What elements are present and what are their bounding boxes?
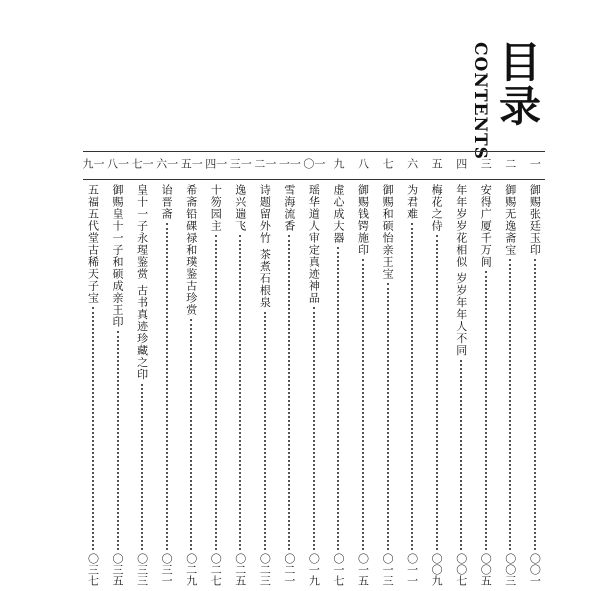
toc-entry[interactable] xyxy=(526,154,544,586)
toc-entry[interactable] xyxy=(154,154,179,586)
dot-leader xyxy=(117,331,119,550)
toc-entry[interactable] xyxy=(203,154,228,586)
entry-page-number: 〇三五 xyxy=(111,553,125,586)
entry-body xyxy=(256,184,274,586)
entry-page-number: 〇三七 xyxy=(86,553,100,586)
entry-body xyxy=(477,184,495,586)
entry-number: 一三 xyxy=(228,158,253,172)
entry-body xyxy=(379,184,397,586)
toc-entry[interactable] xyxy=(252,154,277,586)
toc-entry[interactable] xyxy=(228,154,253,586)
entry-title[interactable]: 诒晋斋 xyxy=(160,184,174,220)
entry-number: 九 xyxy=(331,158,345,172)
dot-leader xyxy=(460,360,462,551)
entry-title[interactable]: 逸兴遄飞 xyxy=(233,184,247,232)
toc-entry[interactable] xyxy=(403,154,421,586)
entry-page-number: 〇二三 xyxy=(258,553,272,586)
entry-body xyxy=(231,184,249,586)
entry-title[interactable]: 御赐和硕怡亲王宝 xyxy=(381,184,395,280)
entry-number: 六 xyxy=(405,158,419,172)
entry-title[interactable]: 年年岁岁花相似 岁岁年年人不同 xyxy=(454,184,468,357)
dot-leader xyxy=(239,235,241,550)
entry-title[interactable]: 希斋铅䂺禄和璞鉴古珍赏 xyxy=(184,184,198,316)
entry-body xyxy=(403,184,421,586)
entry-title[interactable]: 瑶华道人审定真迹神品 xyxy=(307,184,321,304)
entry-page-number: 〇三一 xyxy=(160,553,174,586)
toc-entry[interactable] xyxy=(301,154,326,586)
dot-leader xyxy=(141,384,143,551)
entry-number: 三 xyxy=(479,158,493,172)
entry-number: 一〇 xyxy=(301,158,326,172)
entry-number: 八 xyxy=(356,158,370,172)
toc-list xyxy=(81,154,544,586)
entry-page-number: 〇〇七 xyxy=(454,553,468,586)
dot-leader xyxy=(337,247,339,550)
dot-leader xyxy=(362,259,364,550)
dot-leader xyxy=(215,235,217,550)
entry-title[interactable]: 御赐钱锷施印 xyxy=(356,184,370,256)
toc-entry[interactable] xyxy=(81,154,105,586)
dot-leader xyxy=(436,235,438,550)
entry-page-number: 〇〇一 xyxy=(528,553,542,586)
entry-body xyxy=(452,184,470,586)
dot-leader xyxy=(264,312,266,551)
entry-body xyxy=(207,184,225,586)
dot-leader xyxy=(387,283,389,550)
entry-page-number: 〇三三 xyxy=(135,553,149,586)
dot-leader xyxy=(313,307,315,550)
entry-body xyxy=(84,184,102,586)
entry-number: 五 xyxy=(430,158,444,172)
entry-body xyxy=(109,184,127,586)
dot-leader xyxy=(166,223,168,550)
top-rule xyxy=(83,151,545,152)
page-title: 目录 xyxy=(493,40,542,128)
toc-entry[interactable] xyxy=(277,154,302,586)
entry-number: 一五 xyxy=(179,158,204,172)
toc-entry[interactable] xyxy=(501,154,519,586)
entry-page-number: 〇二五 xyxy=(233,553,247,586)
dot-leader xyxy=(411,223,413,550)
entry-title[interactable]: 御赐皇十一子和硕成亲王印 xyxy=(111,184,125,328)
dot-leader xyxy=(485,271,487,550)
dot-leader xyxy=(509,259,511,550)
entry-page-number: 〇一三 xyxy=(381,553,395,586)
entry-body xyxy=(280,184,298,586)
entry-page-number: 〇〇三 xyxy=(503,553,517,586)
entry-body xyxy=(305,184,323,586)
entry-number: 一八 xyxy=(105,158,130,172)
entry-title[interactable]: 安得广厦千万间 xyxy=(479,184,493,268)
entry-title[interactable]: 御赐张廷玉印 xyxy=(528,184,542,256)
entry-body xyxy=(428,184,446,586)
entry-number: 一九 xyxy=(81,158,105,172)
entry-number: 七 xyxy=(381,158,395,172)
entry-title[interactable]: 为君难 xyxy=(405,184,419,220)
toc-entry[interactable] xyxy=(130,154,155,586)
toc-entry[interactable] xyxy=(105,154,130,586)
entry-body xyxy=(329,184,347,586)
entry-page-number: 〇二七 xyxy=(209,553,223,586)
entry-page-number: 〇〇五 xyxy=(479,553,493,586)
entry-title[interactable]: 御赐无逸斋宝 xyxy=(503,184,517,256)
entry-body xyxy=(501,184,519,586)
entry-title[interactable]: 皇十一子永瑆鉴赏 古书真迹珍藏之印 xyxy=(135,184,149,381)
toc-entry[interactable] xyxy=(329,154,347,586)
page-subtitle: CONTENTS xyxy=(470,42,490,160)
dot-leader xyxy=(534,259,536,550)
entry-number: 二 xyxy=(503,158,517,172)
entry-body xyxy=(354,184,372,586)
entry-page-number: 〇一一 xyxy=(405,553,419,586)
entry-page-number: 〇一七 xyxy=(331,553,345,586)
toc-entry[interactable] xyxy=(428,154,446,586)
entry-title[interactable]: 五福五代堂古稀天子宝 xyxy=(86,184,100,304)
toc-entry[interactable] xyxy=(354,154,372,586)
entry-body xyxy=(158,184,176,586)
entry-page-number: 〇一九 xyxy=(307,553,321,586)
entry-title[interactable]: 梅花之侍 xyxy=(430,184,444,232)
entry-number: 一二 xyxy=(252,158,277,172)
entry-number: 一四 xyxy=(203,158,228,172)
entry-title[interactable]: 十笏园主 xyxy=(209,184,223,232)
entry-title[interactable]: 雪海流香 xyxy=(282,184,296,232)
toc-heading xyxy=(470,40,542,160)
entry-page-number: 〇一五 xyxy=(356,553,370,586)
entry-body xyxy=(133,184,151,586)
toc-entry[interactable] xyxy=(452,154,470,586)
entry-page-number: 〇〇九 xyxy=(430,553,444,586)
toc-entry[interactable] xyxy=(477,154,495,586)
dot-leader xyxy=(92,307,94,550)
entry-title[interactable]: 虚心成大器 xyxy=(331,184,345,244)
entry-number: 一一 xyxy=(277,158,302,172)
dot-leader xyxy=(190,319,192,550)
entry-number: 一六 xyxy=(154,158,179,172)
entry-page-number: 〇二一 xyxy=(282,553,296,586)
entry-page-number: 〇二九 xyxy=(184,553,198,586)
dot-leader xyxy=(288,235,290,550)
entry-number: 一 xyxy=(528,158,542,172)
entry-body xyxy=(182,184,200,586)
entry-number: 一七 xyxy=(130,158,155,172)
toc-entry[interactable] xyxy=(379,154,397,586)
toc-entry[interactable] xyxy=(179,154,204,586)
entry-body xyxy=(526,184,544,586)
entry-number: 四 xyxy=(454,158,468,172)
entry-title[interactable]: 诗题留外竹 茶煮石根泉 xyxy=(258,184,272,309)
